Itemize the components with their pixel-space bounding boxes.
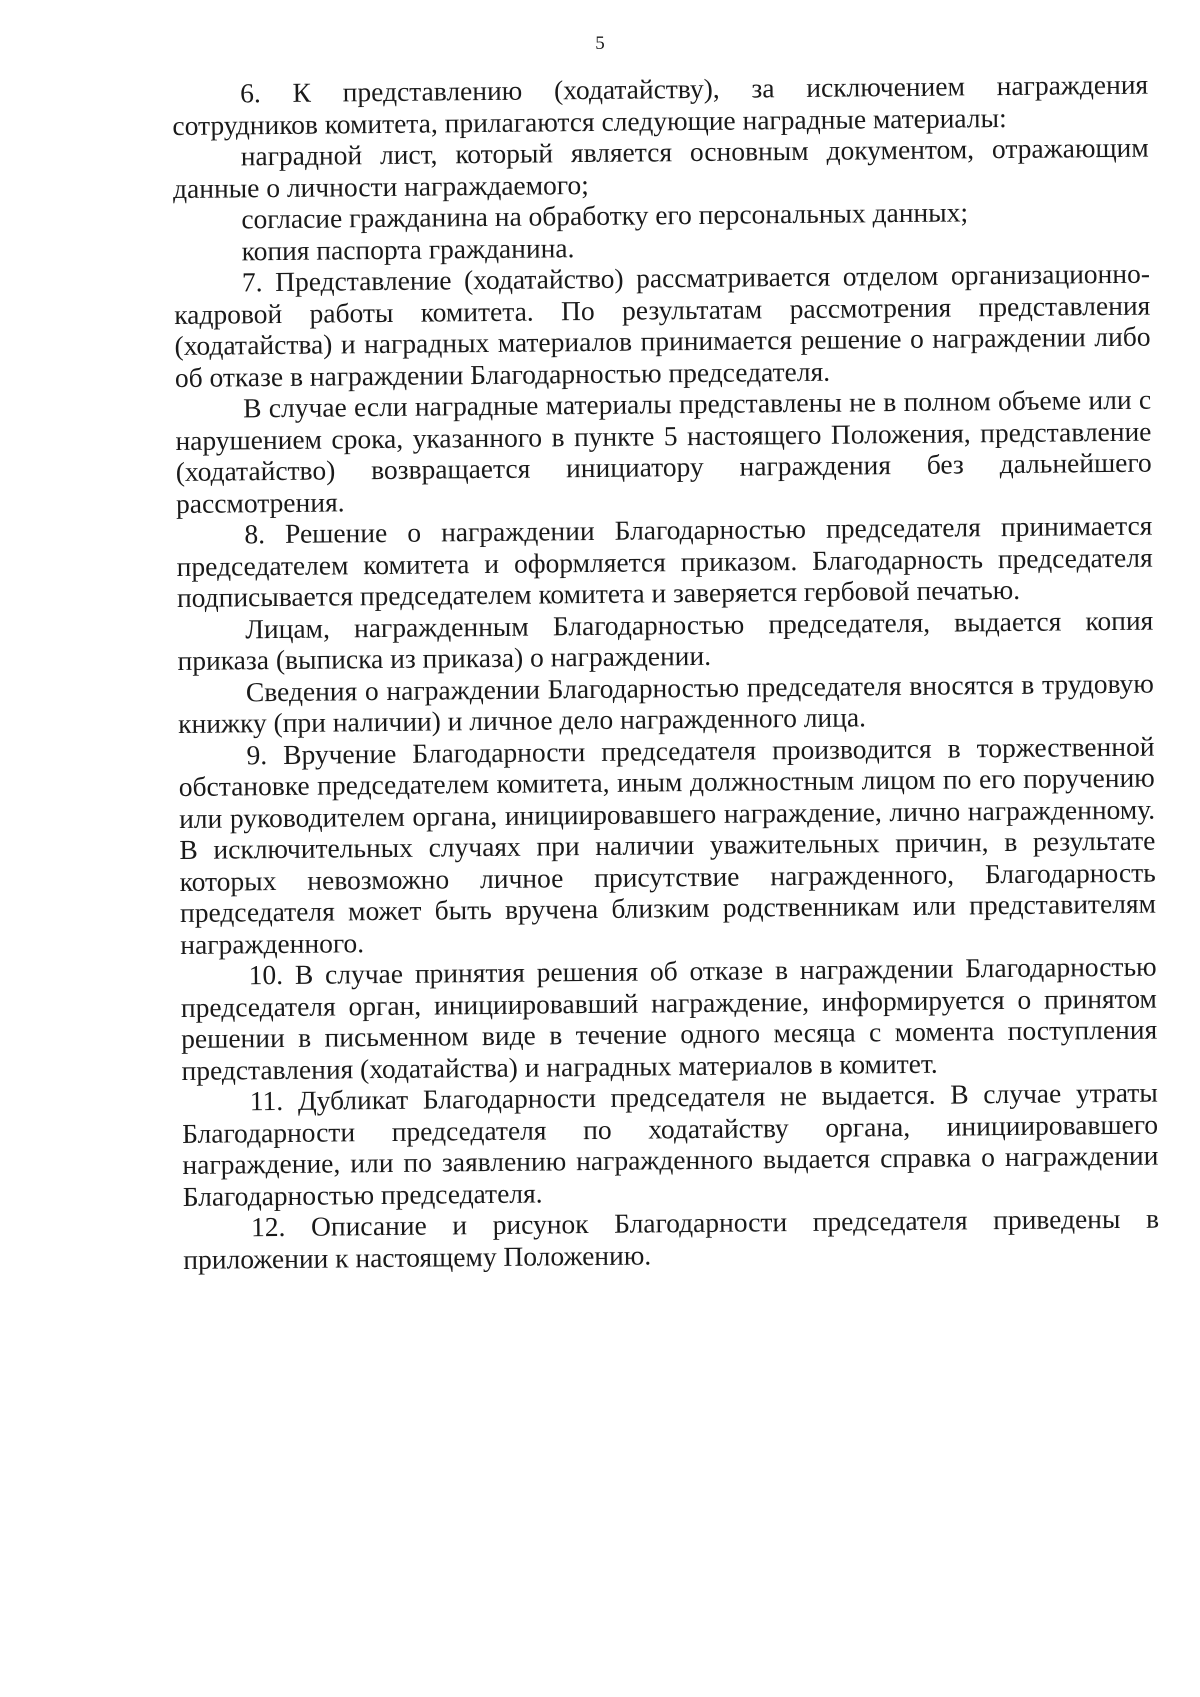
page-number: 5 [595, 33, 605, 54]
paragraph-6: 6. К представлению (ходатайству), за исключением награждения сотрудников комитета, прилагаются следующие наградные материалы: [172, 68, 1149, 141]
paragraph-9: 9. Вручение Благодарности председателя производится в торжественной обстановке председателем комитета, иным должностным лицом по его поручению или руководителем органа, инициировавшего награждение, лично награжденному. В исключительных случаях при наличии уважительных причин, в результате которых невозможно личное присутствие награжденного, Благодарность председателя может быть вручена близким родственникам или представителям награжденного. [178, 730, 1157, 960]
paragraph-6-item-consent: согласие гражданина на обработку его персональных данных; [241, 196, 969, 235]
paragraph-12: 12. Описание и рисунок Благодарности председателя приведены в приложении к настоящему Положению. [183, 1202, 1160, 1275]
document-body [172, 69, 1159, 1275]
paragraph-8: 8. Решение о награждении Благодарностью председателя принимается председателем комитета и оформляется приказом. Благодарность председателя подписывается председателем комитета и заверяется гербовой печатью. [176, 509, 1153, 613]
paragraph-7: 7. Представление (ходатайство) рассматривается отделом организационно-кадровой работы комитета. По результатам рассмотрения представления (ходатайства) и наградных материалов принимается решение о награждении либо об отказе в награждении Благодарностью председателя. [174, 257, 1151, 393]
paragraph-10: 10. В случае принятия решения об отказе в награждении Благодарностью председателя орган, инициировавший награждение, информируется о принятом решении в письменном виде в течение одного месяца с момента поступления представления (ходатайства) и наградных материалов в комитет. [180, 950, 1158, 1086]
paragraph-8-records: Сведения о награждении Благодарностью председателя вносятся в трудовую книжку (при наличии) и личное дело награжденного лица. [178, 667, 1154, 739]
paragraph-6-item-award-sheet: наградной лист, который является основным документом, отражающим данные о личности награждаемого; [172, 131, 1149, 204]
paragraph-6-item-passport: копия паспорта гражданина. [241, 231, 575, 266]
paragraph-8-order-copy: Лицам, награжденным Благодарностью председателя, выдается копия приказа (выписка из приказа) о награждении. [177, 604, 1154, 676]
paragraph-7-incomplete-materials: В случае если наградные материалы представлены не в полном объеме или с нарушением срока, указанного в пункте 5 настоящего Положения, представление (ходатайство) возвращается инициатору награждения без дальнейшего рассмотрения. [175, 383, 1152, 519]
paragraph-11: 11. Дубликат Благодарности председателя не выдается. В случае утраты Благодарности председателя по ходатайству органа, инициировавшего награждение, или по заявлению награжденного выдается справка о награждении Благодарностью председателя. [181, 1076, 1159, 1212]
